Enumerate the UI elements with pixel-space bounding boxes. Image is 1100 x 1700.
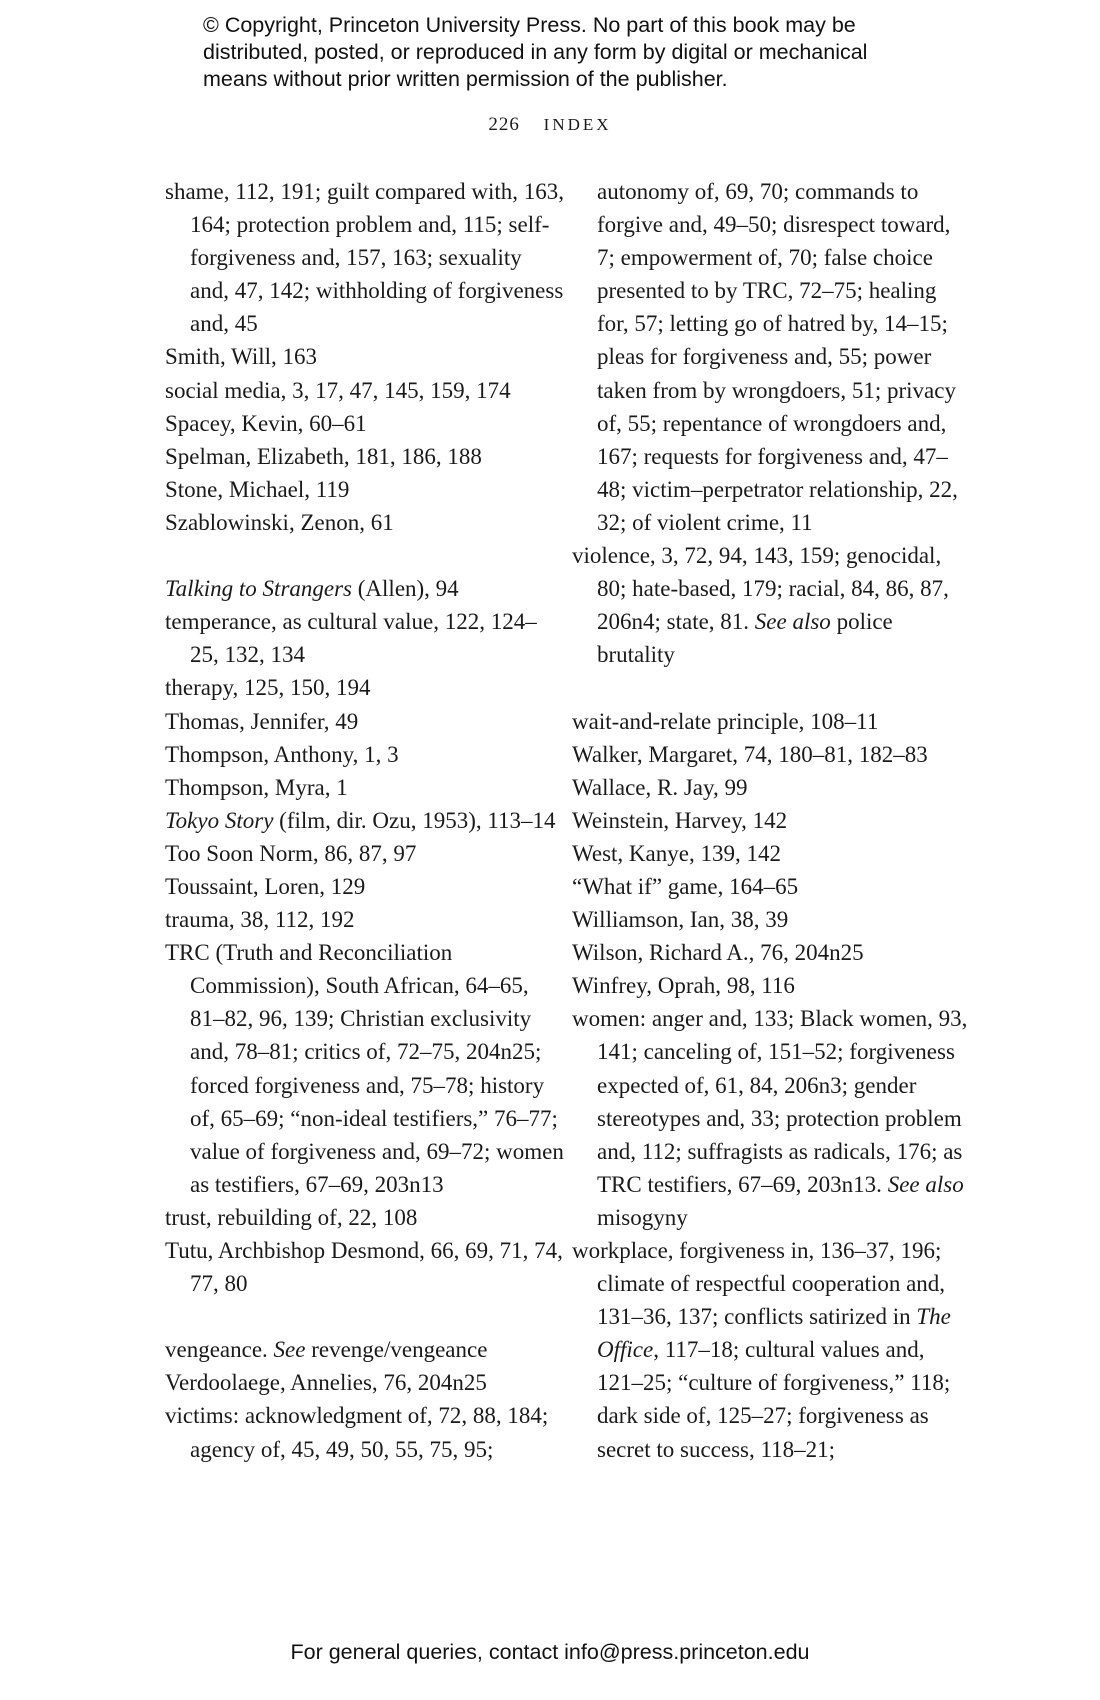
index-entry: Williamson, Ian, 38, 39 xyxy=(572,907,789,933)
index-entry: wait-and-relate principle, 108–11 xyxy=(572,708,879,734)
letter-gap xyxy=(165,1300,565,1333)
book-title: Talking to Strangers xyxy=(165,576,353,602)
cross-reference: See xyxy=(273,1337,306,1363)
copyright-line: means without prior written permission of the publisher. xyxy=(203,67,728,91)
index-entry: “What if” game, 164–65 xyxy=(572,873,799,899)
entry-text: police brutality xyxy=(597,609,893,668)
copyright-line: distributed, posted, or reproduced in any form by digital or mechanical xyxy=(203,40,868,64)
running-head xyxy=(0,114,1100,136)
index-entry: trauma, 38, 112, 192 xyxy=(165,907,355,933)
index-entry: Wilson, Richard A., 76, 204n25 xyxy=(572,940,864,966)
film-title: Tokyo Story xyxy=(165,807,274,833)
entry-text: revenge/vengeance xyxy=(305,1337,488,1363)
index-column-left xyxy=(165,175,565,1466)
entry-text: violence, 3, 72, 94, 143, 159; genocidal, 80; hate-based, 179; racial, 84, 86, 87, 206n4; state, 81. xyxy=(572,543,949,635)
entry-text: vengeance. xyxy=(165,1337,274,1363)
index-entry xyxy=(165,804,565,837)
entry-text: women: anger and, 133; Black women, 93, 141; canceling of, 151–52; forgiveness expected of, 61, 84, 206n3; gender stereotypes and, 33; protection problem and, 112; suffragists as radicals, 176; as TRC testifiers, 67–69, 203n13. xyxy=(572,1006,968,1197)
index-entry: Wallace, R. Jay, 99 xyxy=(572,774,748,800)
index-entry: Szablowinski, Zenon, 61 xyxy=(165,509,394,535)
index-entry xyxy=(165,572,565,605)
index-entry: Walker, Margaret, 74, 180–81, 182–83 xyxy=(572,741,928,767)
entry-text: workplace, forgiveness in, 136–37, 196; climate of respectful cooperation and, 131–36, 137; conflicts satirized in xyxy=(572,1238,946,1330)
index-column-right xyxy=(572,175,972,1466)
cross-reference: See also xyxy=(887,1171,964,1197)
index-entry: Toussaint, Loren, 129 xyxy=(165,873,366,899)
index-entry: trust, rebuilding of, 22, 108 xyxy=(165,1204,418,1230)
letter-gap xyxy=(572,671,972,704)
index-entry: Tutu, Archbishop Desmond, 66, 69, 71, 74, 77, 80 xyxy=(165,1238,563,1297)
cross-reference: See also xyxy=(754,609,831,635)
index-entry: Spacey, Kevin, 60–61 xyxy=(165,410,367,436)
page-number: 226 xyxy=(488,114,520,135)
index-entry: social media, 3, 17, 47, 145, 159, 174 xyxy=(165,377,511,403)
index-entry: therapy, 125, 150, 194 xyxy=(165,675,371,701)
tv-show-title: The Office xyxy=(597,1304,951,1363)
index-entry: Weinstein, Harvey, 142 xyxy=(572,807,788,833)
index-entry xyxy=(572,539,972,671)
index-entry: Thompson, Anthony, 1, 3 xyxy=(165,741,399,767)
index-entry: Thomas, Jennifer, 49 xyxy=(165,708,359,734)
entry-text: , 117–18; cultural values and, 121–25; “culture of forgiveness,” 118; dark side of, 125–27; forgiveness as secret to success, 118–21; xyxy=(597,1337,951,1462)
copyright-line: © Copyright, Princeton University Press. No part of this book may be xyxy=(203,13,856,37)
copyright-notice xyxy=(203,12,963,93)
index-entry: Thompson, Myra, 1 xyxy=(165,774,348,800)
footer-contact: For general queries, contact info@press.princeton.edu xyxy=(290,1640,810,1664)
index-entry: Verdoolaege, Annelies, 76, 204n25 xyxy=(165,1370,487,1396)
index-entry: temperance, as cultural value, 122, 124–25, 132, 134 xyxy=(165,609,537,668)
entry-text: (film, dir. Ozu, 1953), 113–14 xyxy=(273,807,556,833)
index-entry: Smith, Will, 163 xyxy=(165,344,318,370)
index-entry: TRC (Truth and Reconciliation Commission), South African, 64–65, 81–82, 96, 139; Christian exclusivity and, 78–81; critics of, 72–75, 204n25; forced forgiveness and, 75–78; history of, 65–69; “non-ideal testifiers,” 76–77; value of forgiveness and, 69–72; women as testifiers, 67–69, 203n13 xyxy=(165,940,564,1197)
index-entry: Spelman, Elizabeth, 181, 186, 188 xyxy=(165,443,482,469)
index-entry: victims: acknowledgment of, 72, 88, 184; agency of, 45, 49, 50, 55, 75, 95; xyxy=(165,1403,549,1462)
entry-text: misogyny xyxy=(597,1204,688,1230)
index-entry: Stone, Michael, 119 xyxy=(165,476,350,502)
index-entry: Too Soon Norm, 86, 87, 97 xyxy=(165,840,417,866)
index-entry xyxy=(572,1002,972,1234)
entry-text: (Allen), 94 xyxy=(352,576,459,602)
index-entry: West, Kanye, 139, 142 xyxy=(572,840,781,866)
index-entry xyxy=(572,1234,972,1466)
index-entry xyxy=(165,1333,565,1366)
index-entry: shame, 112, 191; guilt compared with, 163, 164; protection problem and, 115; self-forgiveness and, 157, 163; sexuality and, 47, 142; withholding of forgiveness and, 45 xyxy=(165,179,565,337)
letter-gap xyxy=(165,539,565,572)
section-title: INDEX xyxy=(543,115,612,134)
index-entry-continued: autonomy of, 69, 70; commands to forgive and, 49–50; disrespect toward, 7; empowerment of, 70; false choice presented to by TRC, 72–75; healing for, 57; letting go of hatred by, 14–15; pleas for forgiveness and, 55; power taken from by wrongdoers, 51; privacy of, 55; repentance of wrongdoers and, 167; requests for forgiveness and, 47–48; victim–perpetrator relationship, 22, 32; of violent crime, 11 xyxy=(597,179,958,535)
index-entry: Winfrey, Oprah, 98, 116 xyxy=(572,973,795,999)
